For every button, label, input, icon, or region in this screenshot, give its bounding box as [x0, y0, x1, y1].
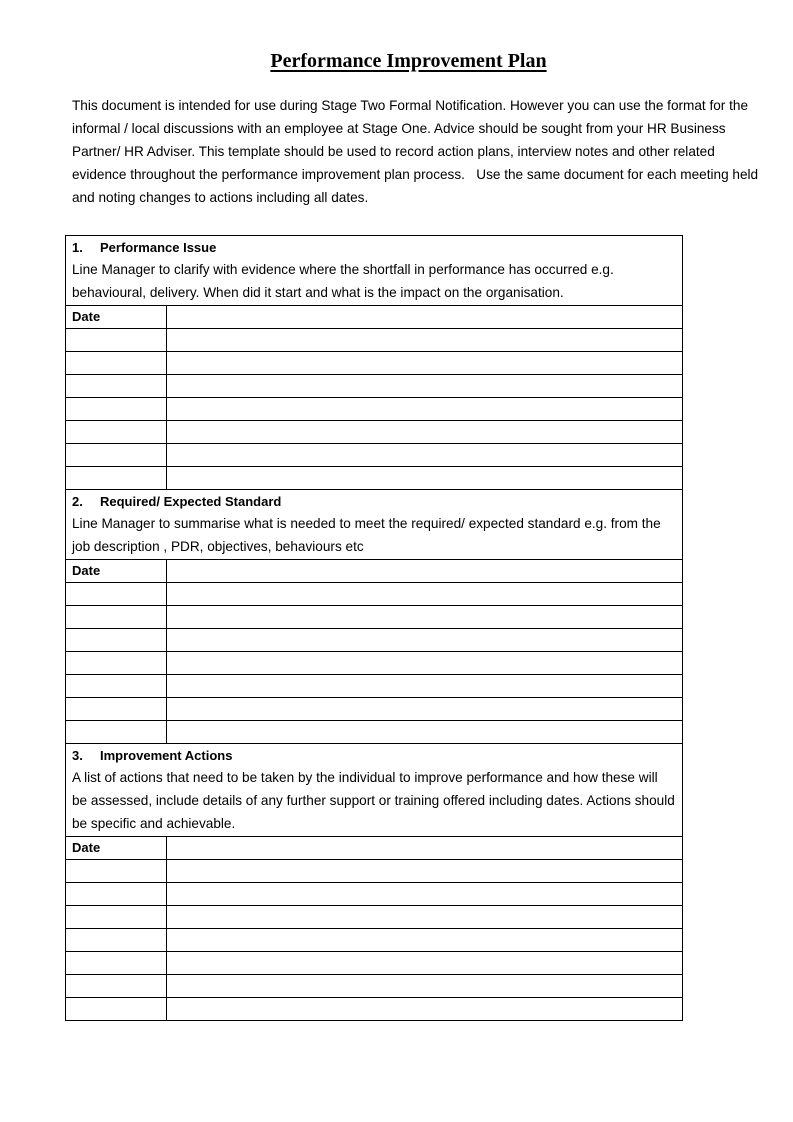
- notes-cell[interactable]: [167, 375, 683, 398]
- notes-cell[interactable]: [167, 698, 683, 721]
- date-cell[interactable]: [66, 929, 167, 952]
- table-row: [66, 998, 683, 1021]
- notes-cell[interactable]: [167, 883, 683, 906]
- notes-header-cell[interactable]: [167, 560, 683, 583]
- notes-cell[interactable]: [167, 629, 683, 652]
- notes-cell[interactable]: [167, 606, 683, 629]
- date-cell[interactable]: [66, 398, 167, 421]
- notes-cell[interactable]: [167, 721, 683, 744]
- section-header-cell: [66, 236, 683, 306]
- date-cell[interactable]: [66, 352, 167, 375]
- date-cell[interactable]: [66, 421, 167, 444]
- table-row: [66, 583, 683, 606]
- table-row: [66, 698, 683, 721]
- page-title: Performance Improvement Plan: [270, 50, 547, 72]
- date-label: Date: [66, 306, 167, 329]
- table-row: [66, 629, 683, 652]
- plan-table: [65, 235, 683, 1021]
- date-cell[interactable]: [66, 606, 167, 629]
- table-row: [66, 883, 683, 906]
- section-number: 1.: [72, 240, 83, 255]
- notes-cell[interactable]: [167, 975, 683, 998]
- table-row: [66, 952, 683, 975]
- section-header-improvement-actions: [66, 744, 683, 837]
- notes-header-cell[interactable]: [167, 306, 683, 329]
- date-cell[interactable]: [66, 467, 167, 490]
- section-header-performance-issue: [66, 236, 683, 306]
- section-description: A list of actions that need to be taken by the individual to improve performance and how these will be assessed, include details of any further support or training offered including dates. Actions should be specific and achievable.: [72, 770, 675, 831]
- date-cell[interactable]: [66, 329, 167, 352]
- table-row: [66, 467, 683, 490]
- table-row: [66, 352, 683, 375]
- section-description: Line Manager to summarise what is needed to meet the required/ expected standard e.g. from the job description , PDR, objectives, behaviours etc: [72, 516, 661, 554]
- notes-cell[interactable]: [167, 421, 683, 444]
- notes-cell[interactable]: [167, 998, 683, 1021]
- table-row: [66, 398, 683, 421]
- notes-cell[interactable]: [167, 906, 683, 929]
- section-number: 2.: [72, 494, 83, 509]
- notes-cell[interactable]: [167, 398, 683, 421]
- notes-cell[interactable]: [167, 352, 683, 375]
- table-row: [66, 652, 683, 675]
- section-heading: [72, 745, 676, 766]
- table-row: [66, 675, 683, 698]
- section-heading-text: Improvement Actions: [100, 748, 233, 763]
- date-cell[interactable]: [66, 975, 167, 998]
- date-cell[interactable]: [66, 675, 167, 698]
- section-heading-text: Performance Issue: [100, 240, 217, 255]
- table-row: [66, 929, 683, 952]
- notes-cell[interactable]: [167, 675, 683, 698]
- notes-cell[interactable]: [167, 652, 683, 675]
- date-cell[interactable]: [66, 860, 167, 883]
- table-row: [66, 444, 683, 467]
- section-number: 3.: [72, 748, 83, 763]
- date-cell[interactable]: [66, 998, 167, 1021]
- table-row: [66, 906, 683, 929]
- date-cell[interactable]: [66, 721, 167, 744]
- table-row: [66, 975, 683, 998]
- date-cell[interactable]: [66, 375, 167, 398]
- date-cell[interactable]: [66, 629, 167, 652]
- date-header-row: [66, 306, 683, 329]
- notes-cell[interactable]: [167, 583, 683, 606]
- section-heading-text: Required/ Expected Standard: [100, 494, 282, 509]
- section-header-cell: [66, 490, 683, 560]
- date-label: Date: [66, 560, 167, 583]
- table-row: [66, 329, 683, 352]
- section-heading: [72, 237, 676, 258]
- date-cell[interactable]: [66, 444, 167, 467]
- date-cell[interactable]: [66, 906, 167, 929]
- date-cell[interactable]: [66, 652, 167, 675]
- table-row: [66, 375, 683, 398]
- notes-cell[interactable]: [167, 329, 683, 352]
- date-cell[interactable]: [66, 698, 167, 721]
- date-cell[interactable]: [66, 952, 167, 975]
- table-row: [66, 860, 683, 883]
- table-row: [66, 721, 683, 744]
- table-row: [66, 421, 683, 444]
- section-heading: [72, 491, 676, 512]
- intro-paragraph: This document is intended for use during Stage Two Formal Notification. However you can use the format for the informal / local discussions with an employee at Stage One. Advice should be sought from your HR Business Partner/ HR Adviser. This template should be used to record action plans, interview notes and other related evidence throughout the performance improvement plan process. Use the same document for each meeting held and noting changes to actions including all dates.: [72, 98, 762, 205]
- date-cell[interactable]: [66, 883, 167, 906]
- notes-cell[interactable]: [167, 952, 683, 975]
- date-label: Date: [66, 837, 167, 860]
- section-header-cell: [66, 744, 683, 837]
- notes-cell[interactable]: [167, 467, 683, 490]
- notes-cell[interactable]: [167, 444, 683, 467]
- section-header-required-standard: [66, 490, 683, 560]
- notes-header-cell[interactable]: [167, 837, 683, 860]
- notes-cell[interactable]: [167, 860, 683, 883]
- date-cell[interactable]: [66, 583, 167, 606]
- section-description: Line Manager to clarify with evidence where the shortfall in performance has occurred e.g. behavioural, delivery. When did it start and what is the impact on the organisation.: [72, 262, 614, 300]
- date-header-row: [66, 837, 683, 860]
- date-header-row: [66, 560, 683, 583]
- table-row: [66, 606, 683, 629]
- notes-cell[interactable]: [167, 929, 683, 952]
